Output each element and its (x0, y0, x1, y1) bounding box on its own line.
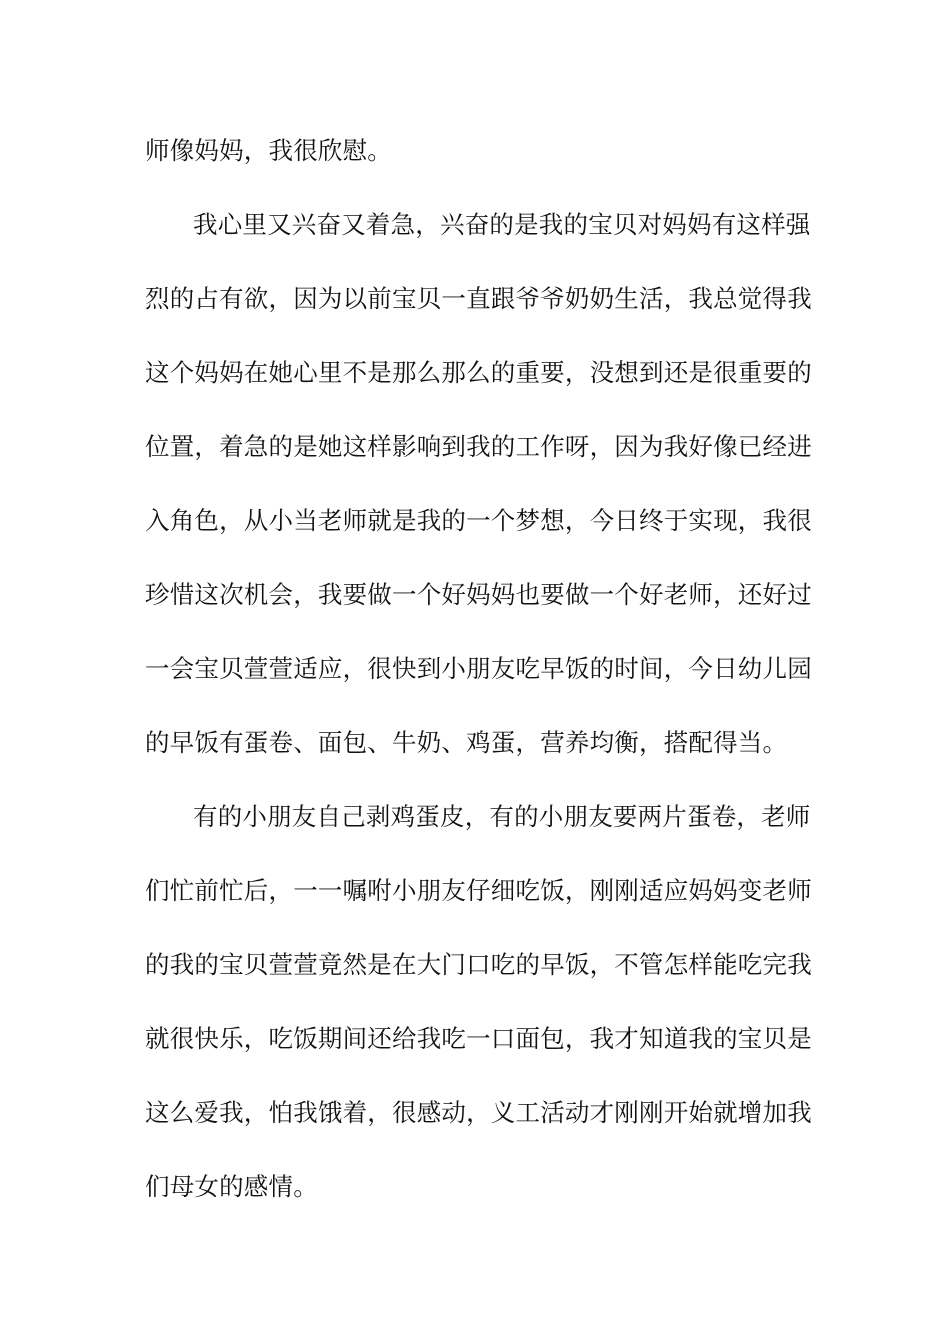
text-line: 烈的占有欲，因为以前宝贝一直跟爷爷奶奶生活，我总觉得我 (145, 284, 812, 313)
text-line: 一会宝贝萱萱适应，很快到小朋友吃早饭的时间，今日幼儿园 (145, 654, 812, 683)
text-line: 就很快乐，吃饭期间还给我吃一口面包，我才知道我的宝贝是 (145, 1024, 812, 1053)
text-line: 珍惜这次机会，我要做一个好妈妈也要做一个好老师，还好过 (145, 580, 812, 609)
text-line: 位置，着急的是她这样影响到我的工作呀，因为我好像已经进 (145, 432, 812, 461)
text-line: 这个妈妈在她心里不是那么那么的重要，没想到还是很重要的 (145, 358, 812, 387)
text-line: 们忙前忙后，一一嘱咐小朋友仔细吃饭，刚刚适应妈妈变老师 (145, 876, 812, 905)
text-line: 入角色，从小当老师就是我的一个梦想，今日终于实现，我很 (145, 506, 812, 535)
text-line: 师像妈妈，我很欣慰。 (145, 136, 392, 165)
text-line: 的我的宝贝萱萱竟然是在大门口吃的早饭，不管怎样能吃完我 (145, 950, 812, 979)
text-line: 的早饭有蛋卷、面包、牛奶、鸡蛋，营养均衡，搭配得当。 (145, 728, 788, 757)
text-line: 这么爱我，怕我饿着，很感动，义工活动才刚刚开始就增加我 (145, 1098, 812, 1127)
paragraph-first-line: 有的小朋友自己剥鸡蛋皮，有的小朋友要两片蛋卷，老师 (193, 802, 811, 831)
text-line: 们母女的感情。 (145, 1172, 318, 1201)
paragraph-first-line: 我心里又兴奋又着急，兴奋的是我的宝贝对妈妈有这样强 (193, 210, 811, 239)
